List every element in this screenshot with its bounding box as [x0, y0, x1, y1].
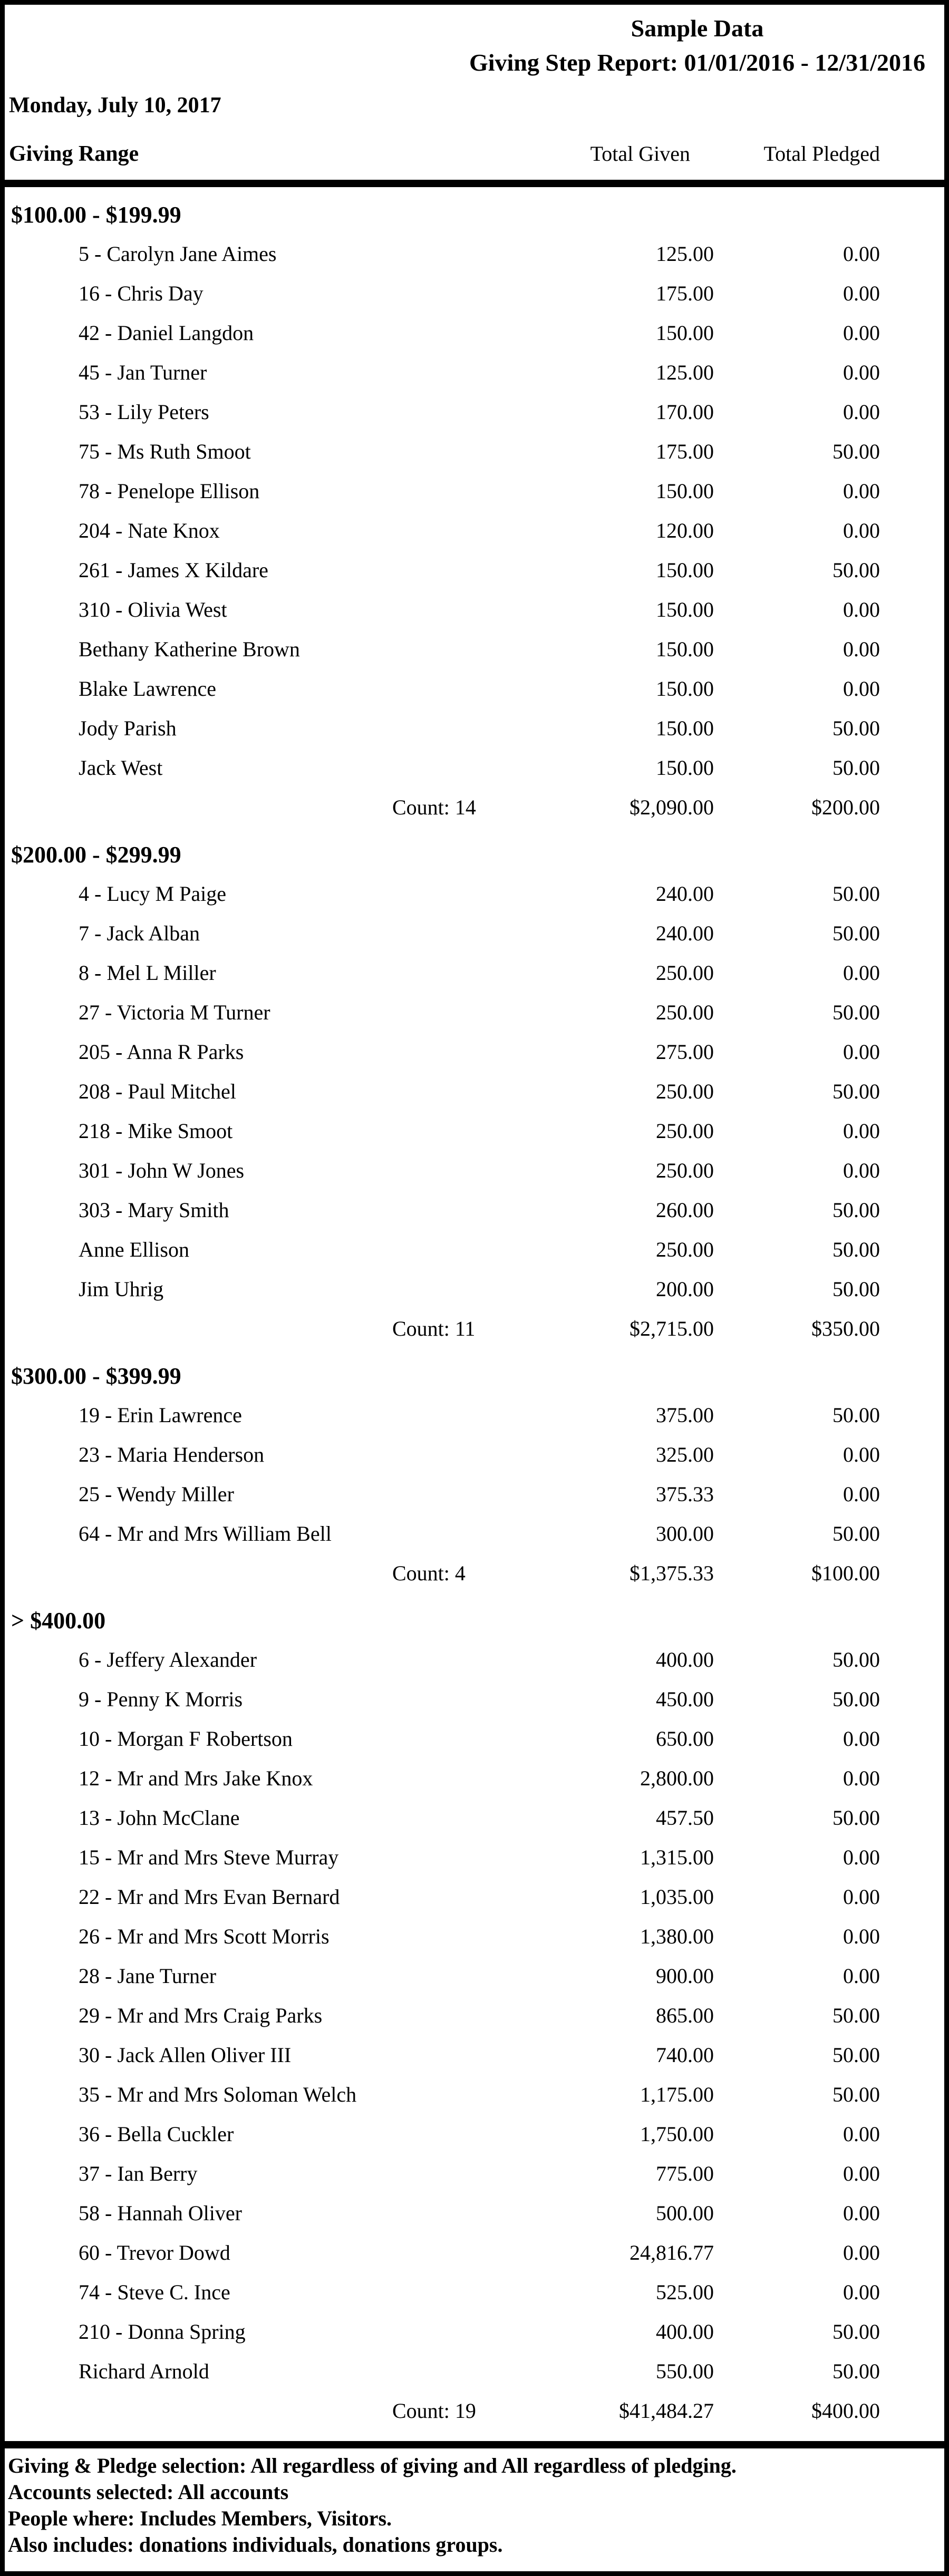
giver-name: 35 - Mr and Mrs Soloman Welch: [79, 2083, 357, 2106]
giving-row: [5, 1474, 944, 1514]
giver-name: Blake Lawrence: [79, 677, 216, 701]
giver-name: Jody Parish: [79, 716, 177, 740]
total-pledged-value: 50.00: [832, 921, 880, 945]
total-pledged-value: 50.00: [832, 2083, 880, 2106]
giving-row: [5, 708, 944, 748]
giver-name: 19 - Erin Lawrence: [79, 1403, 242, 1427]
giver-name: Richard Arnold: [79, 2359, 209, 2383]
giving-row: [5, 1798, 944, 1838]
giving-row: [5, 1514, 944, 1553]
giver-name: Anne Ellison: [79, 1238, 189, 1261]
total-pledged-value: 50.00: [832, 1277, 880, 1301]
total-pledged-value: 0.00: [843, 2122, 880, 2146]
giver-name: 10 - Morgan F Robertson: [79, 1727, 293, 1751]
giving-row: [5, 274, 944, 313]
total-pledged-value: 0.00: [843, 1964, 880, 1988]
total-pledged-value: 0.00: [843, 321, 880, 345]
giving-row: [5, 1111, 944, 1151]
giver-name: 30 - Jack Allen Oliver III: [79, 2043, 292, 2067]
giver-name: Jim Uhrig: [79, 1277, 164, 1301]
giver-name: 78 - Penelope Ellison: [79, 479, 260, 503]
total-pledged-value: 0.00: [843, 961, 880, 985]
total-pledged-value: 0.00: [843, 2201, 880, 2225]
giver-name: 7 - Jack Alban: [79, 921, 200, 945]
total-given-value: 900.00: [656, 1964, 714, 1988]
group-range-header: $300.00 - $399.99: [11, 1363, 181, 1389]
group-total-pledged: $200.00: [811, 795, 880, 819]
total-given-value: 150.00: [656, 716, 714, 740]
total-pledged-value: 50.00: [832, 882, 880, 906]
giving-row: [5, 1032, 944, 1072]
group-count: Count: 14: [392, 795, 476, 819]
total-given-value: 175.00: [656, 281, 714, 305]
total-pledged-value: 0.00: [843, 1040, 880, 1064]
giver-name: 74 - Steve C. Ince: [79, 2280, 230, 2304]
giver-name: 204 - Nate Knox: [79, 519, 220, 542]
total-pledged-value: 0.00: [843, 361, 880, 384]
total-pledged-value: 0.00: [843, 2162, 880, 2185]
giving-row: [5, 1072, 944, 1111]
giver-name: 261 - James X Kildare: [79, 558, 268, 582]
report-title: Sample Data: [631, 15, 764, 42]
giving-row: [5, 353, 944, 392]
group-count-row: [5, 788, 944, 827]
giving-row: [5, 2272, 944, 2312]
giver-name: 25 - Wendy Miller: [79, 1482, 234, 1506]
total-given-value: 260.00: [656, 1198, 714, 1222]
total-pledged-value: 50.00: [832, 2320, 880, 2344]
total-given-value: 1,315.00: [640, 1845, 714, 1869]
giving-row: [5, 1435, 944, 1474]
total-pledged-value: 0.00: [843, 2280, 880, 2304]
giver-name: 15 - Mr and Mrs Steve Murray: [79, 1845, 339, 1869]
report-title-block: [469, 11, 925, 80]
total-given-value: 250.00: [656, 1000, 714, 1024]
total-pledged-value: 50.00: [832, 2043, 880, 2067]
total-pledged-value: 50.00: [832, 1198, 880, 1222]
total-pledged-value: 0.00: [843, 677, 880, 701]
giving-row: [5, 874, 944, 913]
total-given-value: 450.00: [656, 1687, 714, 1711]
total-given-value: 150.00: [656, 479, 714, 503]
giving-row: [5, 1877, 944, 1917]
giving-row: [5, 1956, 944, 1996]
giver-name: 28 - Jane Turner: [79, 1964, 217, 1988]
total-given-value: 150.00: [656, 677, 714, 701]
giving-row: [5, 2154, 944, 2193]
giving-row: [5, 2075, 944, 2114]
giver-name: 205 - Anna R Parks: [79, 1040, 244, 1064]
giving-row: [5, 993, 944, 1032]
giver-name: 23 - Maria Henderson: [79, 1443, 265, 1466]
total-given-value: 1,380.00: [640, 1924, 714, 1948]
total-pledged-value: 50.00: [832, 558, 880, 582]
giving-row: [5, 313, 944, 353]
total-pledged-value: 0.00: [843, 281, 880, 305]
total-given-value: 170.00: [656, 400, 714, 424]
report-subtitle: Giving Step Report: 01/01/2016 - 12/31/2016: [469, 49, 925, 76]
total-pledged-value: 0.00: [843, 1482, 880, 1506]
giver-name: 58 - Hannah Oliver: [79, 2201, 242, 2225]
total-given-value: 250.00: [656, 961, 714, 985]
footer-line: Giving & Pledge selection: All regardless of giving and All regardless of pledging.: [8, 2454, 737, 2477]
total-given-value: 1,175.00: [640, 2083, 714, 2106]
giver-name: 4 - Lucy M Paige: [79, 882, 226, 906]
giving-row: [5, 1640, 944, 1679]
total-given-value: 740.00: [656, 2043, 714, 2067]
total-pledged-value: 50.00: [832, 2359, 880, 2383]
total-pledged-value: 0.00: [843, 2241, 880, 2264]
group-total-pledged: $400.00: [811, 2399, 880, 2423]
giver-name: 29 - Mr and Mrs Craig Parks: [79, 2004, 323, 2027]
footer-line: Accounts selected: All accounts: [8, 2480, 289, 2504]
giving-row: [5, 2035, 944, 2075]
giver-name: 8 - Mel L Miller: [79, 961, 216, 985]
giving-row: [5, 2351, 944, 2391]
total-pledged-value: 50.00: [832, 1806, 880, 1830]
group-total-pledged: $100.00: [811, 1561, 880, 1585]
giving-row: [5, 1190, 944, 1230]
footer-rule: [5, 2441, 944, 2448]
report-date: Monday, July 10, 2017: [9, 93, 221, 118]
total-pledged-value: 0.00: [843, 479, 880, 503]
total-given-value: 300.00: [656, 1522, 714, 1545]
giver-name: 310 - Olivia West: [79, 598, 227, 621]
giving-row: [5, 1679, 944, 1719]
giver-name: 75 - Ms Ruth Smoot: [79, 440, 251, 463]
total-given-value: 457.50: [656, 1806, 714, 1830]
total-pledged-value: 0.00: [843, 1159, 880, 1182]
total-given-value: 240.00: [656, 921, 714, 945]
total-given-value: 150.00: [656, 756, 714, 780]
total-pledged-value: 0.00: [843, 1845, 880, 1869]
giver-name: 64 - Mr and Mrs William Bell: [79, 1522, 332, 1545]
group-total-given: $41,484.27: [619, 2399, 714, 2423]
giving-row: [5, 234, 944, 274]
giving-row: [5, 550, 944, 590]
giver-name: Bethany Katherine Brown: [79, 637, 300, 661]
giver-name: 42 - Daniel Langdon: [79, 321, 254, 345]
group-range-header: $200.00 - $299.99: [11, 842, 181, 868]
group-total-given: $1,375.33: [630, 1561, 714, 1585]
giving-row: [5, 748, 944, 788]
total-given-value: 775.00: [656, 2162, 714, 2185]
total-pledged-value: 50.00: [832, 1522, 880, 1545]
total-pledged-value: 0.00: [843, 400, 880, 424]
group-total-pledged: $350.00: [811, 1317, 880, 1340]
giver-name: 301 - John W Jones: [79, 1159, 245, 1182]
total-pledged-value: 0.00: [843, 1766, 880, 1790]
total-given-value: 400.00: [656, 2320, 714, 2344]
giving-row: [5, 590, 944, 629]
total-given-value: 525.00: [656, 2280, 714, 2304]
total-given-value: 1,035.00: [640, 1885, 714, 1909]
giver-name: 60 - Trevor Dowd: [79, 2241, 230, 2264]
footer-line: People where: Includes Members, Visitors.: [8, 2506, 392, 2530]
group-count-row: [5, 1309, 944, 1348]
total-pledged-value: 50.00: [832, 1000, 880, 1024]
total-given-value: 550.00: [656, 2359, 714, 2383]
giver-name: 303 - Mary Smith: [79, 1198, 229, 1222]
total-given-value: 375.00: [656, 1403, 714, 1427]
column-headers: [5, 141, 944, 167]
report-footer: [5, 2448, 944, 2558]
giving-row: [5, 913, 944, 953]
giving-row: [5, 392, 944, 432]
giver-name: 27 - Victoria M Turner: [79, 1000, 270, 1024]
total-pledged-value: 50.00: [832, 1648, 880, 1671]
group-range-header: > $400.00: [11, 1608, 106, 1634]
total-given-value: 325.00: [656, 1443, 714, 1466]
giver-name: 5 - Carolyn Jane Aimes: [79, 242, 277, 266]
giving-row: [5, 1395, 944, 1435]
group-total-given: $2,715.00: [630, 1317, 714, 1340]
total-given-value: 275.00: [656, 1040, 714, 1064]
giver-name: 22 - Mr and Mrs Evan Bernard: [79, 1885, 340, 1909]
total-given-value: 24,816.77: [630, 2241, 714, 2264]
total-given-value: 250.00: [656, 1080, 714, 1103]
total-given-value: 400.00: [656, 1648, 714, 1671]
total-pledged-value: 50.00: [832, 2004, 880, 2027]
total-given-value: 500.00: [656, 2201, 714, 2225]
giving-row: [5, 471, 944, 511]
total-given-value: 175.00: [656, 440, 714, 463]
giver-name: 210 - Donna Spring: [79, 2320, 246, 2344]
group-count-row: [5, 1553, 944, 1593]
giving-row: [5, 2233, 944, 2272]
group-count-row: [5, 2391, 944, 2431]
giver-name: 45 - Jan Turner: [79, 361, 207, 384]
column-header-giving-range: Giving Range: [9, 142, 139, 166]
group-count: Count: 4: [392, 1561, 466, 1585]
total-pledged-value: 0.00: [843, 519, 880, 542]
total-pledged-value: 50.00: [832, 1080, 880, 1103]
total-pledged-value: 0.00: [843, 1119, 880, 1143]
giving-row: [5, 2312, 944, 2351]
total-pledged-value: 50.00: [832, 440, 880, 463]
giving-row: [5, 1996, 944, 2035]
group-count: Count: 19: [392, 2399, 476, 2423]
giver-name: 26 - Mr and Mrs Scott Morris: [79, 1924, 330, 1948]
total-given-value: 120.00: [656, 519, 714, 542]
giver-name: 53 - Lily Peters: [79, 400, 209, 424]
total-given-value: 250.00: [656, 1119, 714, 1143]
giving-row: [5, 1151, 944, 1190]
column-header-total-pledged: Total Pledged: [763, 142, 880, 166]
footer-line: Also includes: donations individuals, donations groups.: [8, 2533, 503, 2556]
giver-name: Jack West: [79, 756, 163, 780]
giver-name: 9 - Penny K Morris: [79, 1687, 243, 1711]
group-count: Count: 11: [392, 1317, 476, 1340]
total-given-value: 125.00: [656, 242, 714, 266]
giver-name: 218 - Mike Smoot: [79, 1119, 233, 1143]
total-pledged-value: 0.00: [843, 1924, 880, 1948]
total-pledged-value: 0.00: [843, 1727, 880, 1751]
giving-row: [5, 629, 944, 669]
total-given-value: 125.00: [656, 361, 714, 384]
giving-row: [5, 1719, 944, 1758]
total-pledged-value: 0.00: [843, 1443, 880, 1466]
column-header-total-given: Total Given: [590, 142, 690, 166]
total-given-value: 250.00: [656, 1159, 714, 1182]
giving-row: [5, 669, 944, 708]
total-given-value: 1,750.00: [640, 2122, 714, 2146]
total-pledged-value: 0.00: [843, 1885, 880, 1909]
total-pledged-value: 0.00: [843, 598, 880, 621]
total-given-value: 650.00: [656, 1727, 714, 1751]
giver-name: 37 - Ian Berry: [79, 2162, 198, 2185]
giver-name: 12 - Mr and Mrs Jake Knox: [79, 1766, 313, 1790]
total-given-value: 240.00: [656, 882, 714, 906]
total-pledged-value: 50.00: [832, 1403, 880, 1427]
total-given-value: 150.00: [656, 558, 714, 582]
total-pledged-value: 50.00: [832, 756, 880, 780]
total-pledged-value: 50.00: [832, 1238, 880, 1261]
giving-row: [5, 511, 944, 550]
total-pledged-value: 0.00: [843, 637, 880, 661]
giver-name: 36 - Bella Cuckler: [79, 2122, 234, 2146]
giving-row: [5, 1917, 944, 1956]
giving-row: [5, 1838, 944, 1877]
total-given-value: 865.00: [656, 2004, 714, 2027]
total-pledged-value: 50.00: [832, 1687, 880, 1711]
header-rule: [5, 180, 944, 187]
giving-row: [5, 432, 944, 471]
giving-row: [5, 2193, 944, 2233]
giving-row: [5, 2114, 944, 2154]
giving-row: [5, 1269, 944, 1309]
total-given-value: 250.00: [656, 1238, 714, 1261]
giver-name: 13 - John McClane: [79, 1806, 240, 1830]
giver-name: 16 - Chris Day: [79, 281, 204, 305]
giver-name: 6 - Jeffery Alexander: [79, 1648, 257, 1671]
groups-container: [5, 195, 944, 2431]
total-given-value: 150.00: [656, 637, 714, 661]
giving-row: [5, 1758, 944, 1798]
total-pledged-value: 50.00: [832, 716, 880, 740]
total-given-value: 150.00: [656, 321, 714, 345]
total-given-value: 375.33: [656, 1482, 714, 1506]
giving-row: [5, 1230, 944, 1269]
total-given-value: 200.00: [656, 1277, 714, 1301]
total-pledged-value: 0.00: [843, 242, 880, 266]
giving-row: [5, 953, 944, 993]
group-total-given: $2,090.00: [630, 795, 714, 819]
total-given-value: 150.00: [656, 598, 714, 621]
group-range-header: $100.00 - $199.99: [11, 202, 181, 228]
total-given-value: 2,800.00: [640, 1766, 714, 1790]
giver-name: 208 - Paul Mitchel: [79, 1080, 236, 1103]
